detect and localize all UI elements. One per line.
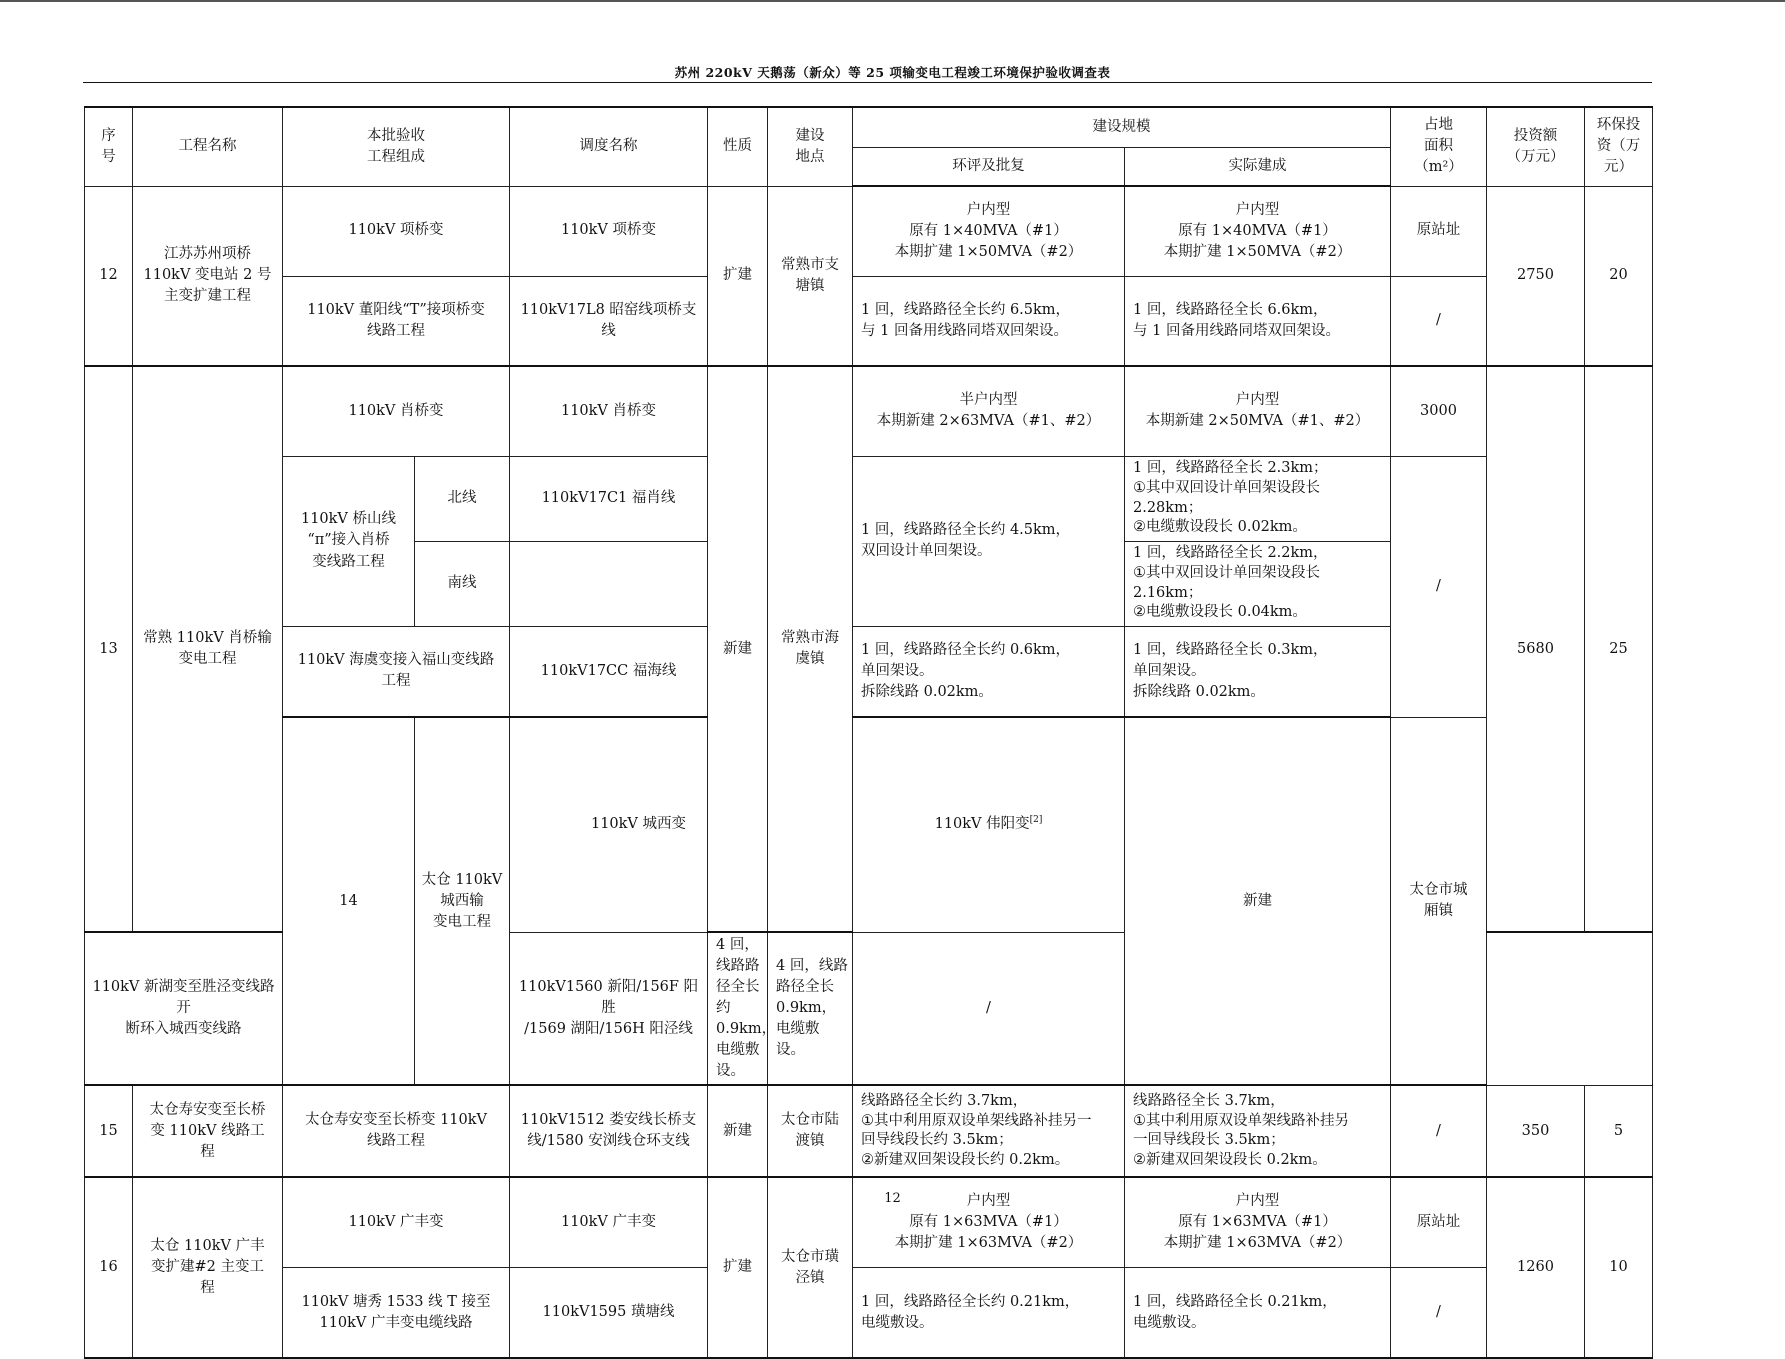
component-cell: 110kV 广丰变 <box>283 1177 510 1267</box>
location-cell: 太仓市陆 渡镇 <box>768 1085 853 1177</box>
dispatch-cell: 110kV 广丰变 <box>510 1177 708 1267</box>
location-cell: 常熟市海 虞镇 <box>768 366 853 932</box>
nature-cell: 扩建 <box>708 1177 768 1358</box>
eia-scale-cell: 1 回，线路路径全长约 0.6km， 单回架设。 拆除线路 0.02km。 <box>853 626 1125 717</box>
component-cell: 110kV 塘秀 1533 线 T 接至 110kV 广丰变电缆线路 <box>283 1267 510 1358</box>
investment-cell: 350 <box>1487 1085 1585 1177</box>
area-cell: 3000 <box>1391 366 1487 456</box>
area-cell: / <box>853 932 1125 1085</box>
project-name-cell: 江苏苏州项桥 110kV 变电站 2 号 主变扩建工程 <box>133 186 283 366</box>
area-cell: / <box>1391 1267 1487 1358</box>
location-cell: 太仓市城 厢镇 <box>1391 717 1487 1085</box>
footnote-marker: [2] <box>1029 815 1043 826</box>
area-cell: / <box>1391 456 1487 717</box>
dispatch-cell: 110kV1595 璜塘线 <box>510 1267 708 1358</box>
eia-scale-cell: 1 回，线路路径全长约 0.21km， 电缆敷设。 <box>853 1267 1125 1358</box>
sub-line-label: 南线 <box>415 541 510 626</box>
header-dispatch-name: 调度名称 <box>510 107 708 186</box>
seq-cell: 13 <box>85 366 133 932</box>
component-cell: 110kV 桥山线 “π”接入肖桥 变线路工程 <box>283 456 415 626</box>
nature-cell: 新建 <box>708 1085 768 1177</box>
header-components: 本批验收 工程组成 <box>283 107 510 186</box>
component-cell: 110kV 新湖变至胜泾变线路开 断环入城西变线路 <box>85 932 283 1085</box>
table-row <box>85 456 1653 541</box>
page-top-border <box>0 0 1785 2</box>
seq-cell: 15 <box>85 1085 133 1177</box>
header-scale: 建设规模 <box>853 107 1391 147</box>
investment-cell: 5680 <box>1487 366 1585 932</box>
dispatch-cell: 110kV17CC 福海线 <box>510 626 708 717</box>
project-name-cell: 太仓 110kV 广丰 变扩建#2 主变工 程 <box>133 1177 283 1358</box>
eia-scale-cell: 半户内型 本期新建 2×63MVA（#1、#2） <box>853 366 1125 456</box>
header-area: 占地 面积 （m²） <box>1391 107 1487 186</box>
eia-scale-cell: 1 回，线路路径全长约 4.5km， 双回设计单回架设。 <box>853 456 1125 626</box>
eia-scale-cell: 户内型 原有 1×40MVA（#1） 本期扩建 1×50MVA（#2） <box>853 186 1125 276</box>
table-row <box>85 366 1653 456</box>
component-cell: 110kV 海虞变接入福山变线路 工程 <box>283 626 510 717</box>
nature-cell: 扩建 <box>708 186 768 366</box>
header-investment: 投资额 （万元） <box>1487 107 1585 186</box>
actual-scale-cell: 户内型 原有 1×63MVA（#1） 本期扩建 1×63MVA（#2） <box>1125 1177 1391 1267</box>
nature-cell: 新建 <box>708 366 768 932</box>
page-number: 12 <box>884 1191 901 1206</box>
document-title: 苏州 220kV 天鹅荡（新众）等 25 项输变电工程竣工环境保护验收调查表 <box>674 65 1111 80</box>
nature-cell: 新建 <box>1125 717 1391 1085</box>
area-cell: 原站址 <box>1391 1177 1487 1267</box>
component-cell: 太仓寿安变至长桥变 110kV 线路工程 <box>283 1085 510 1177</box>
area-cell: 原站址 <box>1391 186 1487 276</box>
actual-scale-cell: 户内型 原有 1×40MVA（#1） 本期扩建 1×50MVA（#2） <box>1125 186 1391 276</box>
project-name-cell: 常熟 110kV 肖桥输 变电工程 <box>133 366 283 932</box>
investment-cell: 1260 <box>1487 1177 1585 1358</box>
component-cell: 110kV 董阳线“T”接项桥变 线路工程 <box>283 276 510 366</box>
acceptance-survey-table <box>84 106 1653 1359</box>
dispatch-cell: 110kV1512 娄安线长桥支 线/1580 安浏线仓环支线 <box>510 1085 708 1177</box>
table-row <box>85 186 1653 276</box>
component-cell: 110kV 肖桥变 <box>283 366 510 456</box>
dispatch-cell: 110kV17L8 昭窑线项桥支 线 <box>510 276 708 366</box>
env-investment-cell: 25 <box>1585 366 1653 932</box>
env-investment-cell: 5 <box>1585 1085 1653 1177</box>
eia-scale-cell: 1 回，线路路径全长约 6.5km， 与 1 回备用线路同塔双回架设。 <box>853 276 1125 366</box>
table-row <box>85 1085 1653 1177</box>
title-rule <box>83 82 1652 83</box>
header-scale-eia: 环评及批复 <box>853 147 1125 186</box>
actual-scale-cell: 1 回，线路路径全长 0.3km， 单回架设。 拆除线路 0.02km。 <box>1125 626 1391 717</box>
actual-scale-cell: 线路路径全长 3.7km， ①其中利用原双设单架线路补挂另 一回导线段长 3.5km； ②新建双回架设段长 0.2km。 <box>1125 1085 1391 1177</box>
actual-scale-cell: 1 回，线路路径全长 6.6km， 与 1 回备用线路同塔双回架设。 <box>1125 276 1391 366</box>
dispatch-cell <box>853 717 1125 932</box>
header-location: 建设 地点 <box>768 107 853 186</box>
location-cell: 太仓市璜 泾镇 <box>768 1177 853 1358</box>
actual-scale-cell: 1 回，线路路径全长 2.2km， ①其中双回设计单回架设段长 2.16km； ②电缆敷设段长 0.04km。 <box>1125 541 1391 626</box>
dispatch-cell: 110kV 项桥变 <box>510 186 708 276</box>
project-name-cell: 太仓寿安变至长桥 变 110kV 线路工 程 <box>133 1085 283 1177</box>
eia-scale-cell: 线路路径全长约 3.7km， ①其中利用原双设单架线路补挂另一 回导线段长约 3.5km； ②新建双回架设段长约 0.2km。 <box>853 1085 1125 1177</box>
eia-scale-cell: 4 回，线路路径全长约 0.9km， 电缆敷设。 <box>708 932 768 1085</box>
sub-line-label: 北线 <box>415 456 510 541</box>
seq-cell: 14 <box>283 717 415 1085</box>
header-env-investment: 环保投 资（万 元） <box>1585 107 1653 186</box>
table-row <box>85 276 1653 366</box>
location-cell: 常熟市支 塘镇 <box>768 186 853 366</box>
seq-cell: 12 <box>85 186 133 366</box>
env-investment-cell: 20 <box>1585 186 1653 366</box>
table-row <box>85 1267 1653 1358</box>
header-scale-actual: 实际建成 <box>1125 147 1391 186</box>
table-row <box>85 717 1653 932</box>
component-cell: 110kV 城西变 <box>510 717 768 932</box>
investment-cell: 2750 <box>1487 186 1585 366</box>
dispatch-cell: 110kV 肖桥变 <box>510 366 708 456</box>
dispatch-cell-empty <box>510 541 708 626</box>
area-cell: / <box>1391 276 1487 366</box>
seq-cell: 16 <box>85 1177 133 1358</box>
component-cell: 110kV 项桥变 <box>283 186 510 276</box>
actual-scale-cell: 户内型 本期新建 2×50MVA（#1、#2） <box>1125 366 1391 456</box>
env-investment-cell: 10 <box>1585 1177 1653 1358</box>
header-seq: 序 号 <box>85 107 133 186</box>
project-name-cell: 太仓 110kV 城西输 变电工程 <box>415 717 510 1085</box>
area-cell: / <box>1391 1085 1487 1177</box>
eia-scale-cell: 户内型 原有 1×63MVA（#1） 本期扩建 1×63MVA（#2） <box>853 1177 1125 1267</box>
header-project-name: 工程名称 <box>133 107 283 186</box>
actual-scale-cell: 4 回，线路路径全长 0.9km， 电缆敷设。 <box>768 932 853 1085</box>
dispatch-cell: 110kV1560 新阳/156F 阳胜 /1569 湖阳/156H 阳泾线 <box>510 932 708 1085</box>
actual-scale-cell: 1 回，线路路径全长 0.21km， 电缆敷设。 <box>1125 1267 1391 1358</box>
dispatch-text: 110kV 伟阳变 <box>934 816 1030 833</box>
actual-scale-cell: 1 回，线路路径全长 2.3km； ①其中双回设计单回架设段长 2.28km； ②电缆敷设段长 0.02km。 <box>1125 456 1391 541</box>
dispatch-cell: 110kV17C1 福肖线 <box>510 456 708 541</box>
header-nature: 性质 <box>708 107 768 186</box>
